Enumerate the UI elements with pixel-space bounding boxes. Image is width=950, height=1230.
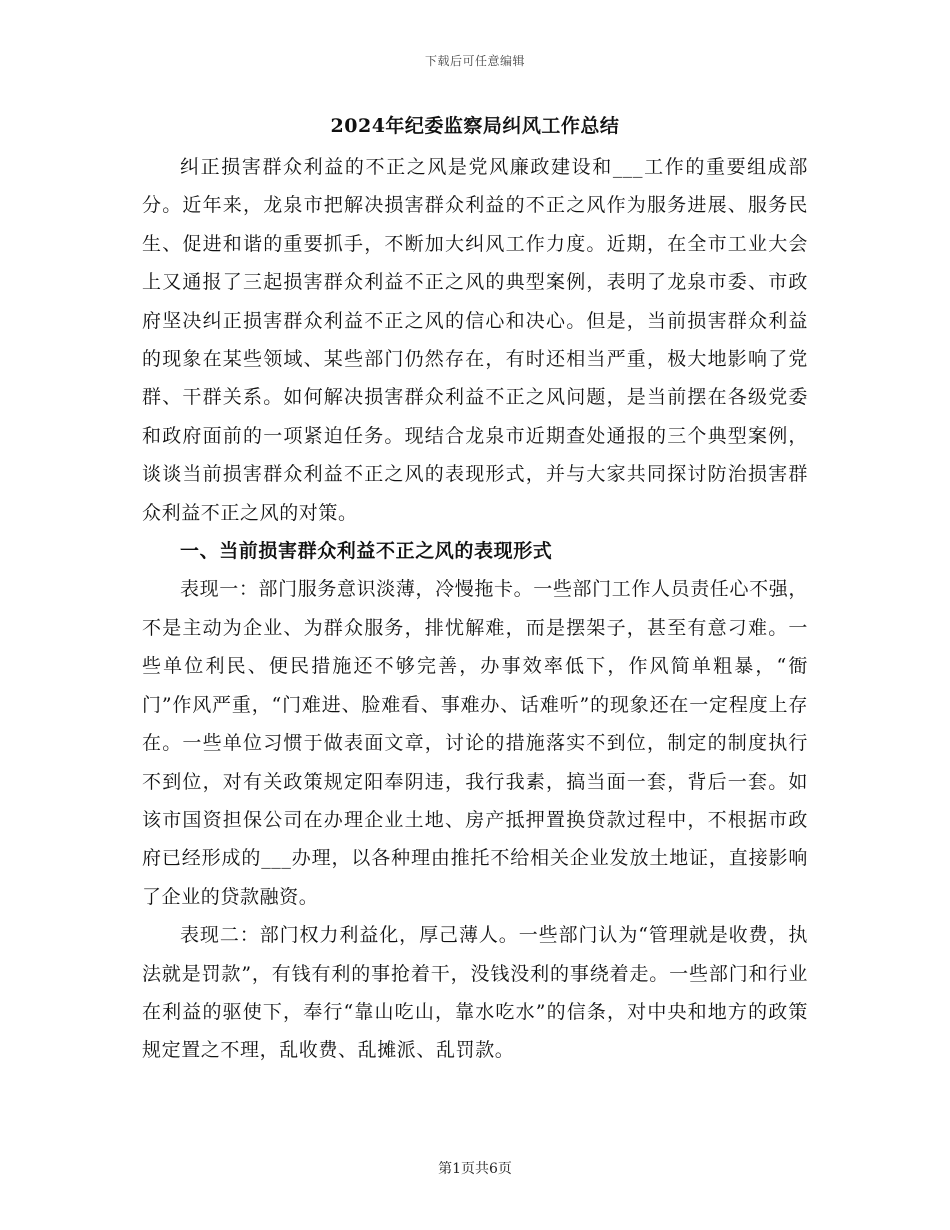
section-paragraph-2: 表现二：部门权力利益化，厚己薄人。一些部门认为“管理就是收费，执法就是罚款”，有钱有利的事抢着干，没钱没利的事绕着走。一些部门和行业在利益的驱使下，奉行“靠山吃山，靠水吃水”的信条，对中央和地方的政策规定置之不理，乱收费、乱摊派、乱罚款。 <box>142 924 808 1062</box>
section-heading: 一、当前损害群众利益不正之风的表现形式 <box>180 540 553 563</box>
header-note: 下载后可任意编辑 <box>424 54 525 68</box>
document-body <box>142 110 808 1070</box>
section-paragraph-1: 表现一：部门服务意识淡薄，冷慢拖卡。一些部门工作人员责任心不强，不是主动为企业、为群众服务，排忧解难，而是摆架子，甚至有意刁难。一些单位利民、便民措施还不够完善，办事效率低下，作风简单粗暴，“衙门”作风严重，“门难进、脸难看、事难办、话难听”的现象还在一定程度上存在。一些单位习惯于做表面文章，讨论的措施落实不到位，制定的制度执行不到位，对有关政策规定阳奉阴违，我行我素，搞当面一套，背后一套。如该市国资担保公司在办理企业土地、房产抵押置换贷款过程中，不根据市政府已经形成的___办理，以各种理由推托不给相关企业发放土地证，直接影响了企业的贷款融资。 <box>142 578 808 908</box>
page-footer: 第1页共6页 <box>438 1161 512 1177</box>
intro-paragraph: 纠正损害群众利益的不正之风是党风廉政建设和___工作的重要组成部分。近年来，龙泉市把解决损害群众利益的不正之风作为服务进展、服务民生、促进和谐的重要抓手，不断加大纠风工作力度。近期，在全市工业大会上又通报了三起损害群众利益不正之风的典型案例，表明了龙泉市委、市政府坚决纠正损害群众利益不正之风的信心和决心。但是，当前损害群众利益的现象在某些领域、某些部门仍然存在，有时还相当严重，极大地影响了党群、干群关系。如何解决损害群众利益不正之风问题，是当前摆在各级党委和政府面前的一项紧迫任务。现结合龙泉市近期查处通报的三个典型案例，谈谈当前损害群众利益不正之风的表现形式，并与大家共同探讨防治损害群众利益不正之风的对策。 <box>142 156 808 524</box>
document-title: 2024年纪委监察局纠风工作总结 <box>330 115 620 137</box>
